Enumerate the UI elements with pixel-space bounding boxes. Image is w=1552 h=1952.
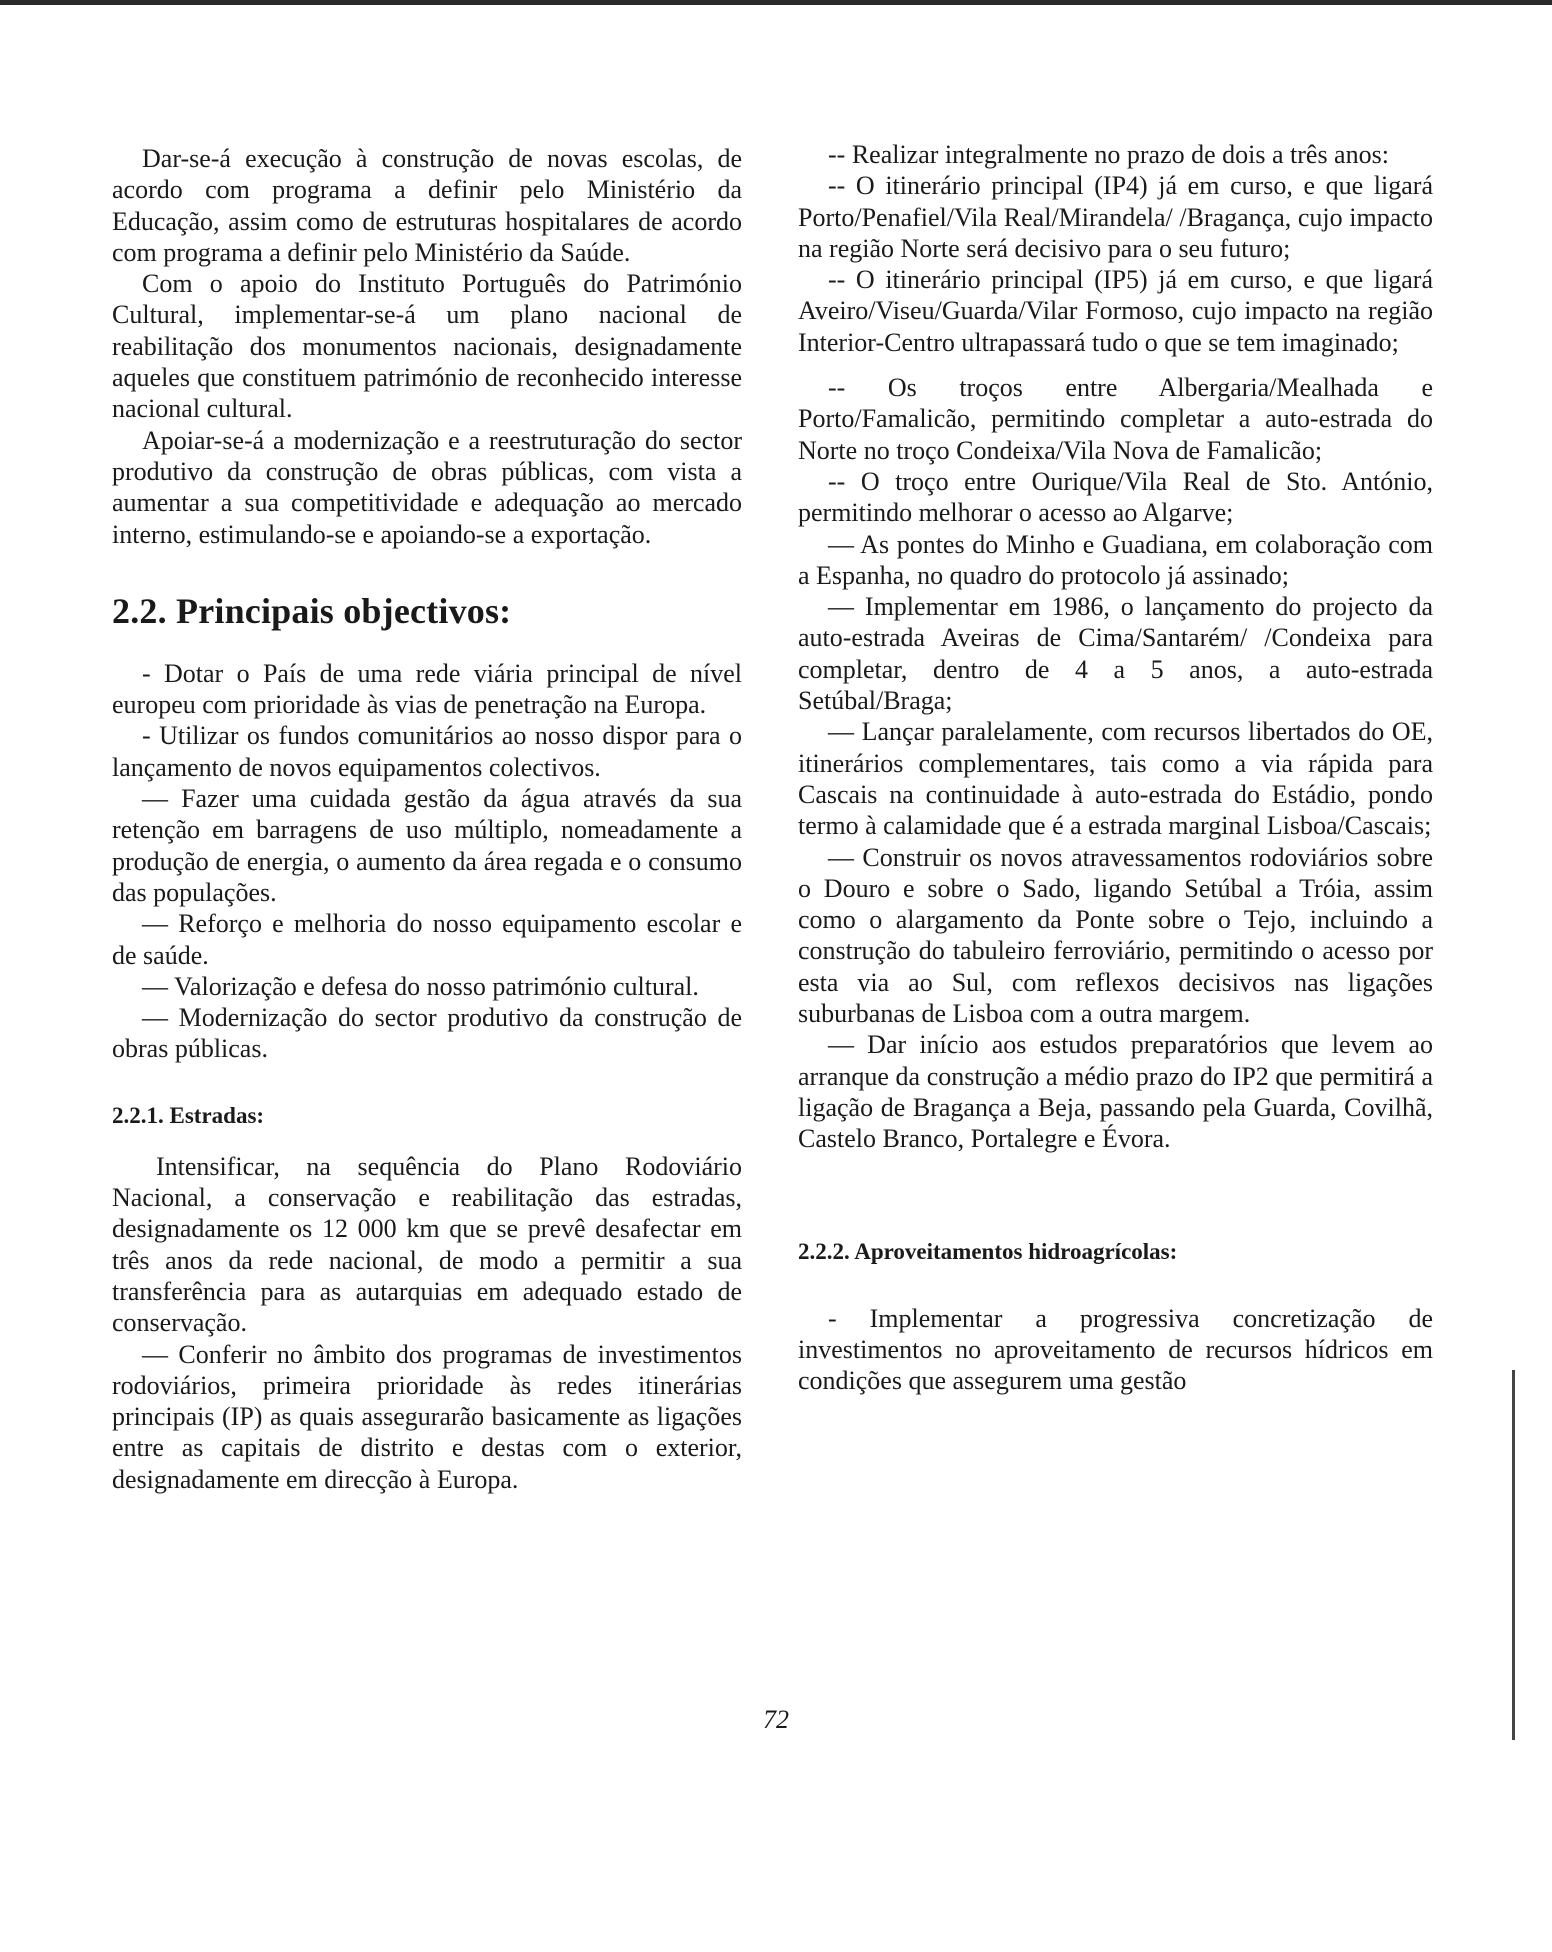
heading-principais-objectivos: 2.2. Principais objectivos: xyxy=(112,590,512,631)
list-item: -- Os troços entre Albergaria/Mealhada e Porto/Famalicão, permitindo completar a auto-estrada do Norte no troço Condeixa/Vila Nova de Famalicão; xyxy=(798,373,1433,465)
list-item: -- Realizar integralmente no prazo de dois a três anos: xyxy=(828,140,1389,169)
list-item: — Dar início aos estudos preparatórios que levem ao arranque da construção a médio prazo do IP2 que permitirá a ligação de Bragança a Beja, passando pela Guarda, Covilhã, Castelo Branco, Portalegre e Évora. xyxy=(798,1030,1433,1154)
top-border-rule xyxy=(0,0,1552,5)
heading-estradas: 2.2.1. Estradas: xyxy=(112,1102,265,1128)
objective-item: — Valorização e defesa do nosso património cultural. xyxy=(142,971,699,1001)
objective-item: - Utilizar os fundos comunitários ao nosso dispor para o lançamento de novos equipamentos colectivos. xyxy=(112,721,742,782)
list-item: — Implementar em 1986, o lançamento do projecto da auto-estrada Aveiras de Cima/Santarém/ /Condeixa para completar, dentro de 4 a 5 anos, a auto-estrada Setúbal/Braga; xyxy=(798,592,1433,716)
list-item: — As pontes do Minho e Guadiana, em colaboração com a Espanha, no quadro do protocolo já assinado; xyxy=(798,529,1433,590)
paragraph-estradas-intensificar: Intensificar, na sequência do Plano Rodoviário Nacional, a conservação e reabilitação das estradas, designadamente os 12 000 km que se prevê desafectar em três anos da rede nacional, de modo a permitir a sua transferência para as autarquias em adequado estado de conservação. xyxy=(112,1151,742,1338)
paragraph-hidro: - Implementar a progressiva concretização de investimentos no aproveitamento de recursos hídricos em condições que assegurem uma gestão xyxy=(798,1303,1433,1396)
list-item: — Construir os novos atravessamentos rodoviários sobre o Douro e sobre o Sado, ligando Setúbal a Tróia, assim como o alargamento da Ponte sobre o Tejo, incluindo a construção do tabuleiro ferroviário, permitindo o acesso por esta via ao Sul, com reflexos decisivos nas ligações suburbanas de Lisboa com a outra margem. xyxy=(798,842,1433,1029)
page-number: 72 xyxy=(763,1705,789,1734)
paragraph-estradas-conferir: — Conferir no âmbito dos programas de investimentos rodoviários, primeira prioridade às redes itinerárias principais (IP) as quais assegurarão basicamente as ligações entre as capitais de distrito e destas com o exterior, designadamente em direcção à Europa. xyxy=(112,1339,742,1494)
right-edge-mark xyxy=(1512,1370,1515,1740)
objective-item: - Dotar o País de uma rede viária principal de nível europeu com prioridade às vias de penetração na Europa. xyxy=(112,658,742,720)
objective-item: — Fazer uma cuidada gestão da água através da sua retenção em barragens de uso múltiplo, nomeadamente a produção de energia, o aumento da área regada e o consumo das populações. xyxy=(112,784,742,907)
list-item: — Lançar paralelamente, com recursos libertados do OE, itinerários complementares, tais como a via rápida para Cascais na continuidade à auto-estrada do Estádio, pondo termo à calamidade que é a estrada marginal Lisboa/Cascais; xyxy=(798,717,1433,841)
paragraph-escolas: Dar-se-á execução à construção de novas escolas, de acordo com programa a definir pelo Ministério da Educação, assim como de estruturas hospitalares de acordo com programa a definir pelo Ministério da Saúde. xyxy=(112,144,742,267)
list-item: -- O itinerário principal (IP4) já em curso, e que ligará Porto/Penafiel/Vila Real/Mirandela/ /Bragança, cujo impacto na região Norte será decisivo para o seu futuro; xyxy=(798,171,1433,263)
left-column xyxy=(112,143,742,1495)
paragraph-patrimonio: Com o apoio do Instituto Português do Património Cultural, implementar-se-á um plano nacional de reabilitação dos monumentos nacionais, designadamente aqueles que constituem património de reconhecido interesse nacional cultural. xyxy=(112,269,742,424)
right-column xyxy=(798,139,1433,1396)
paragraph-modernizacao: Apoiar-se-á a modernização e a reestruturação do sector produtivo da construção de obras públicas, com vista a aumentar a sua competitividade e adequação ao mercado interno, estimulando-se e apoiando-se a exportação. xyxy=(112,425,742,549)
list-item: -- O itinerário principal (IP5) já em curso, e que ligará Aveiro/Viseu/Guarda/Vilar Formoso, cujo impacto na região Interior-Centro ultrapassará tudo o que se tem imaginado; xyxy=(798,265,1433,357)
objective-item: — Reforço e melhoria do nosso equipamento escolar e de saúde. xyxy=(112,909,742,970)
objective-item: — Modernização do sector produtivo da construção de obras públicas. xyxy=(112,1003,742,1064)
heading-aproveitamentos-hidroagricolas: 2.2.2. Aproveitamentos hidroagrícolas: xyxy=(798,1238,1178,1264)
list-item: -- O troço entre Ourique/Vila Real de Sto. António, permitindo melhorar o acesso ao Algarve; xyxy=(798,466,1433,528)
